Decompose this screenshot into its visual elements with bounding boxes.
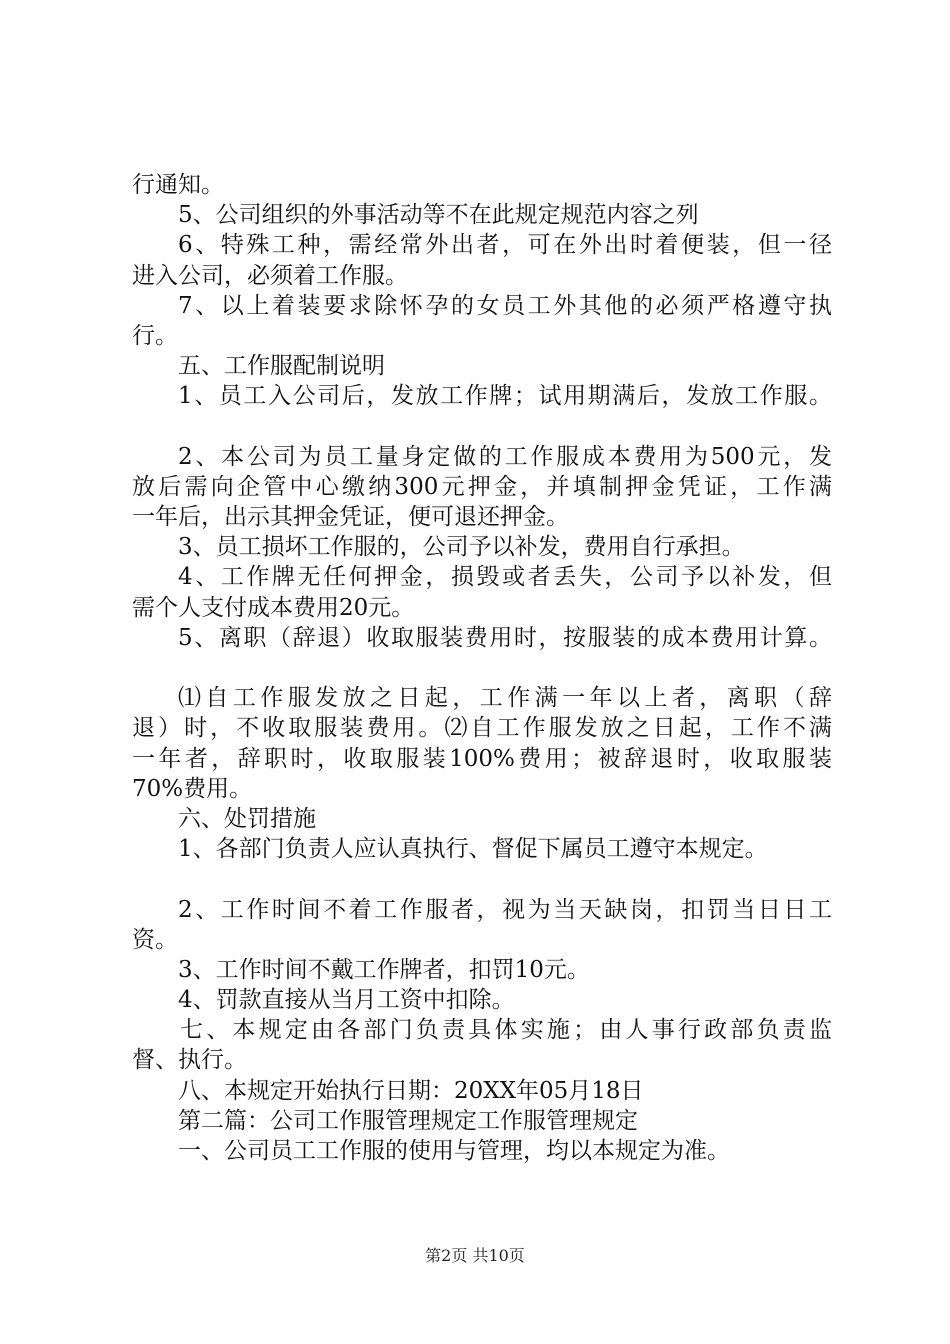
paragraph-line: 3、员工损坏工作服的，公司予以补发，费用自行承担。: [178, 534, 745, 561]
section-heading: 八、本规定开始执行日期：20XX年05月18日: [178, 1077, 644, 1104]
paragraph-line: 一年者，辞职时，收取服装100%费用；被辞退时，收取服装: [132, 745, 832, 772]
paragraph-line: 4、工作牌无任何押金，损毁或者丢失，公司予以补发，但: [178, 564, 832, 591]
paragraph-line: 退）时，不收取服装费用。⑵自工作服发放之日起，工作不满: [132, 715, 832, 742]
paragraph-line: 1、员工入公司后，发放工作牌；试用期满后，发放工作服。: [178, 383, 832, 410]
paragraph-line: 2、本公司为员工量身定做的工作服成本费用为500元，发: [178, 443, 832, 470]
paragraph-gap: [132, 653, 832, 683]
paragraph-gap: [132, 412, 832, 442]
paragraph-gap: [132, 864, 832, 894]
section-heading: 五、工作服配制说明: [178, 353, 385, 380]
paragraph-line: 3、工作时间不戴工作牌者，扣罚10元。: [178, 956, 590, 983]
section-heading: 七、本规定由各部门负责具体实施；由人事行政部负责监: [180, 1017, 832, 1044]
paragraph-line: 行通知。: [132, 172, 224, 198]
paragraph-line: 行。: [132, 322, 178, 349]
document-body: [132, 170, 832, 1166]
paragraph-line: 70%费用。: [132, 775, 253, 802]
paragraph-line: 2、工作时间不着工作服者，视为当天缺岗，扣罚当日日工: [178, 896, 832, 923]
section-heading: 六、处罚措施: [178, 805, 316, 832]
paragraph-line: 需个人支付成本费用20元。: [132, 594, 415, 621]
paragraph-line: 督、执行。: [132, 1047, 247, 1074]
paragraph-line: 5、公司组织的外事活动等不在此规定规范内容之列: [178, 202, 699, 229]
chapter-heading: 第二篇：公司工作服管理规定工作服管理规定: [178, 1107, 638, 1134]
paragraph-line: 6、特殊工种，需经常外出者，可在外出时着便装，但一径: [178, 232, 832, 259]
paragraph-line: 5、离职（辞退）收取服装费用时，按服装的成本费用计算。: [178, 624, 832, 651]
paragraph-line: 7、以上着装要求除怀孕的女员工外其他的必须严格遵守执: [178, 292, 832, 319]
page-footer: [0, 1243, 950, 1266]
paragraph-line: 进入公司，必须着工作服。: [132, 262, 408, 289]
paragraph-line: 一年后，出示其押金凭证，便可退还押金。: [132, 504, 569, 531]
paragraph-line: 资。: [132, 926, 178, 953]
paragraph-line: 1、各部门负责人应认真执行、督促下属员工遵守本规定。: [178, 836, 768, 863]
paragraph-line: 放后需向企管中心缴纳300元押金，并填制押金凭证，工作满: [132, 473, 832, 500]
paragraph-line: 4、罚款直接从当月工资中扣除。: [178, 987, 515, 1014]
paragraph-line: ⑴自工作服发放之日起，工作满一年以上者，离职（辞: [178, 685, 832, 712]
section-heading: 一、公司员工工作服的使用与管理，均以本规定为准。: [178, 1138, 730, 1164]
page-number: 第2页 共10页: [425, 1246, 525, 1265]
